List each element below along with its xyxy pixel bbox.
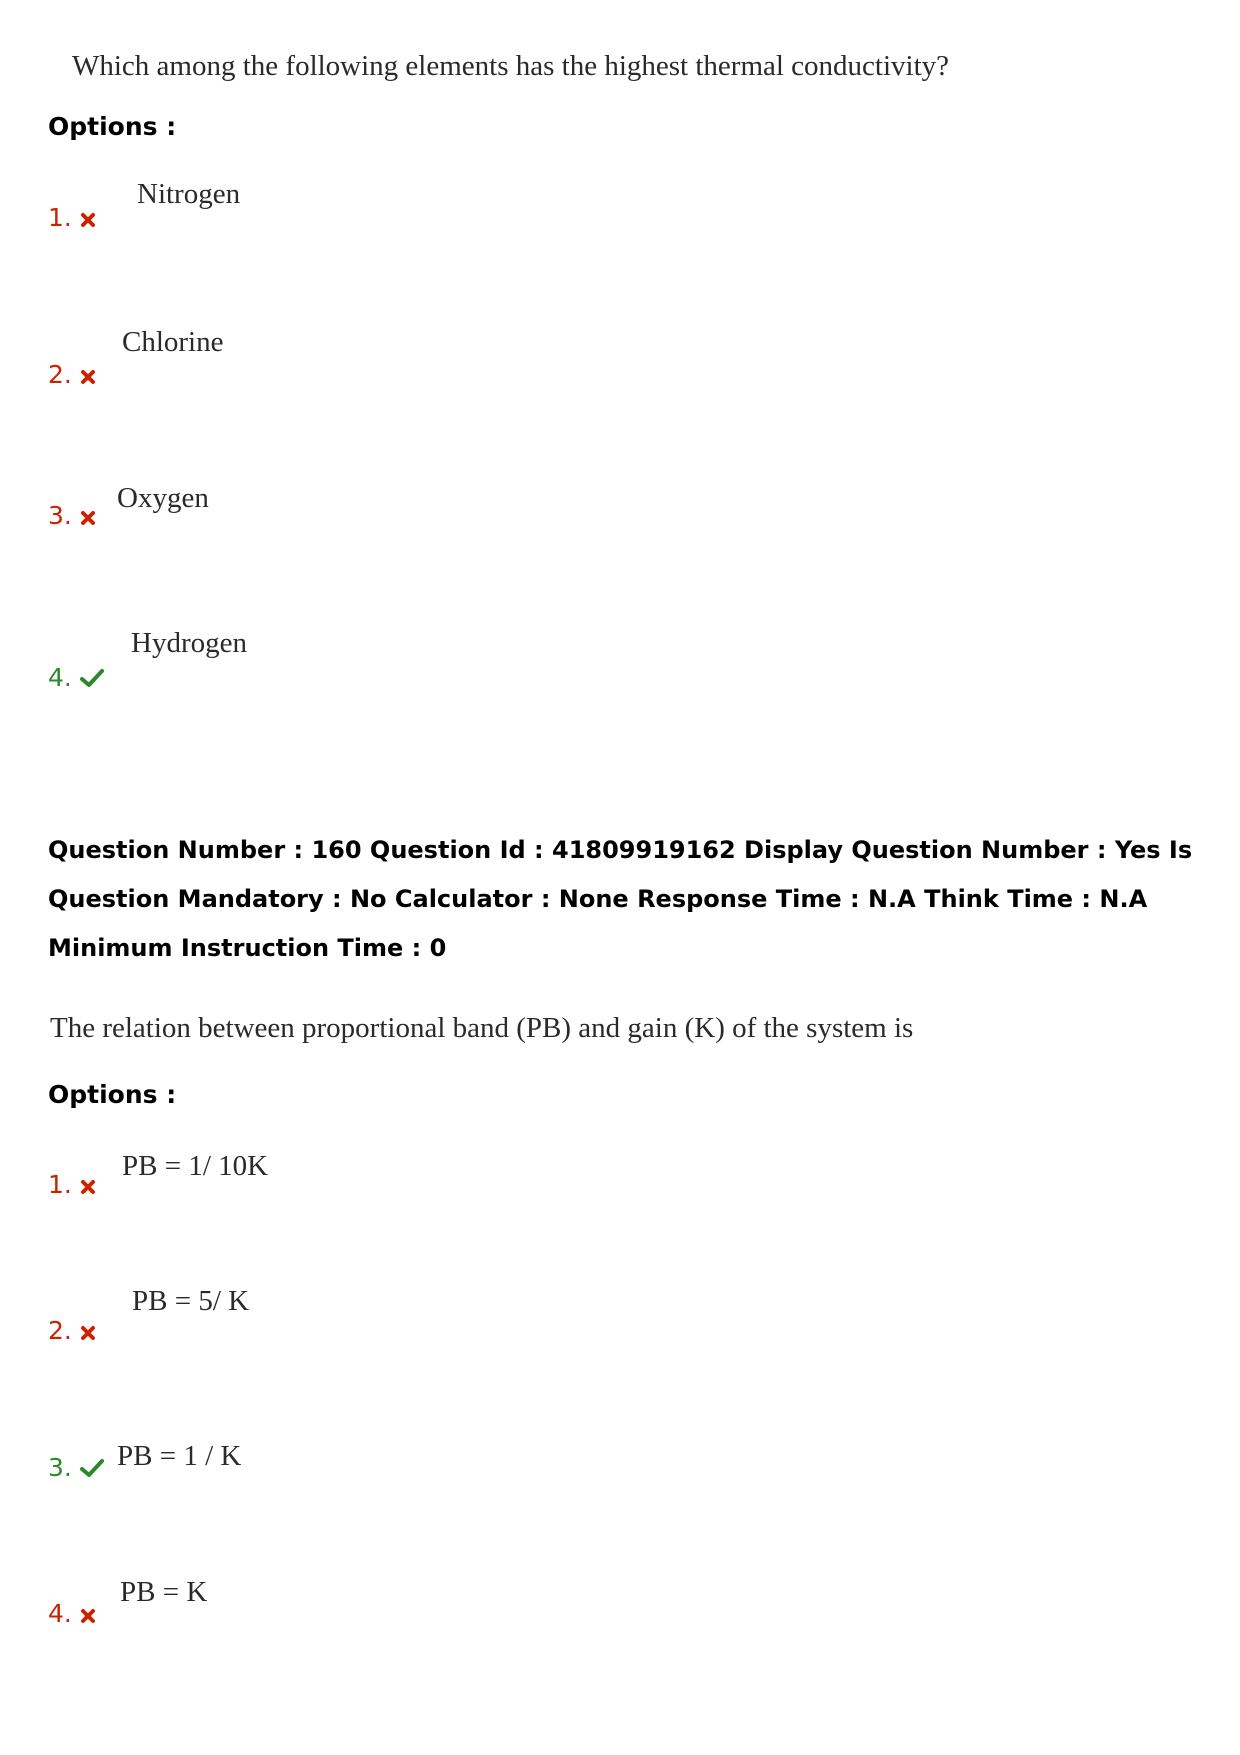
check-icon bbox=[80, 665, 104, 694]
question-1-options-label: Options : bbox=[48, 112, 177, 141]
q1-option-3-text: Oxygen bbox=[117, 482, 209, 514]
q1-option-1-text: Nitrogen bbox=[137, 178, 241, 210]
q1-option-4-number: 4. bbox=[48, 663, 104, 694]
q2-option-3-number: 3. bbox=[48, 1453, 104, 1484]
q1-option-4-text: Hydrogen bbox=[131, 627, 247, 659]
cross-icon bbox=[80, 1172, 96, 1201]
cross-icon bbox=[80, 503, 96, 532]
cross-icon bbox=[80, 205, 96, 234]
question-1-text: Which among the following elements has the highest thermal conductivity? bbox=[72, 50, 950, 82]
cross-icon bbox=[80, 362, 96, 391]
question-2-options-label: Options : bbox=[48, 1080, 177, 1109]
q1-option-2-text: Chlorine bbox=[122, 326, 224, 358]
cross-icon bbox=[80, 1318, 96, 1347]
q2-option-2-text: PB = 5/ K bbox=[132, 1285, 250, 1317]
q2-option-1-text: PB = 1/ 10K bbox=[122, 1150, 269, 1182]
q2-option-1-number: 1. bbox=[48, 1170, 96, 1201]
q2-option-4-text: PB = K bbox=[120, 1576, 208, 1608]
q1-option-2-number: 2. bbox=[48, 360, 96, 391]
question-2-text: The relation between proportional band (PB) and gain (K) of the system is bbox=[50, 1012, 914, 1044]
q2-option-2-number: 2. bbox=[48, 1316, 96, 1347]
q2-option-4-number: 4. bbox=[48, 1599, 96, 1630]
q2-option-3-text: PB = 1 / K bbox=[117, 1440, 242, 1472]
cross-icon bbox=[80, 1601, 96, 1630]
q1-option-3-number: 3. bbox=[48, 501, 96, 532]
check-icon bbox=[80, 1455, 104, 1484]
question-2-meta: Question Number : 160 Question Id : 41809919162 Display Question Number : Yes Is Question Mandatory : No Calculator : None Response Time : N.A Think Time : N.A Minimum Instruction Time : 0 bbox=[48, 836, 1193, 962]
q1-option-1-number: 1. bbox=[48, 203, 96, 234]
